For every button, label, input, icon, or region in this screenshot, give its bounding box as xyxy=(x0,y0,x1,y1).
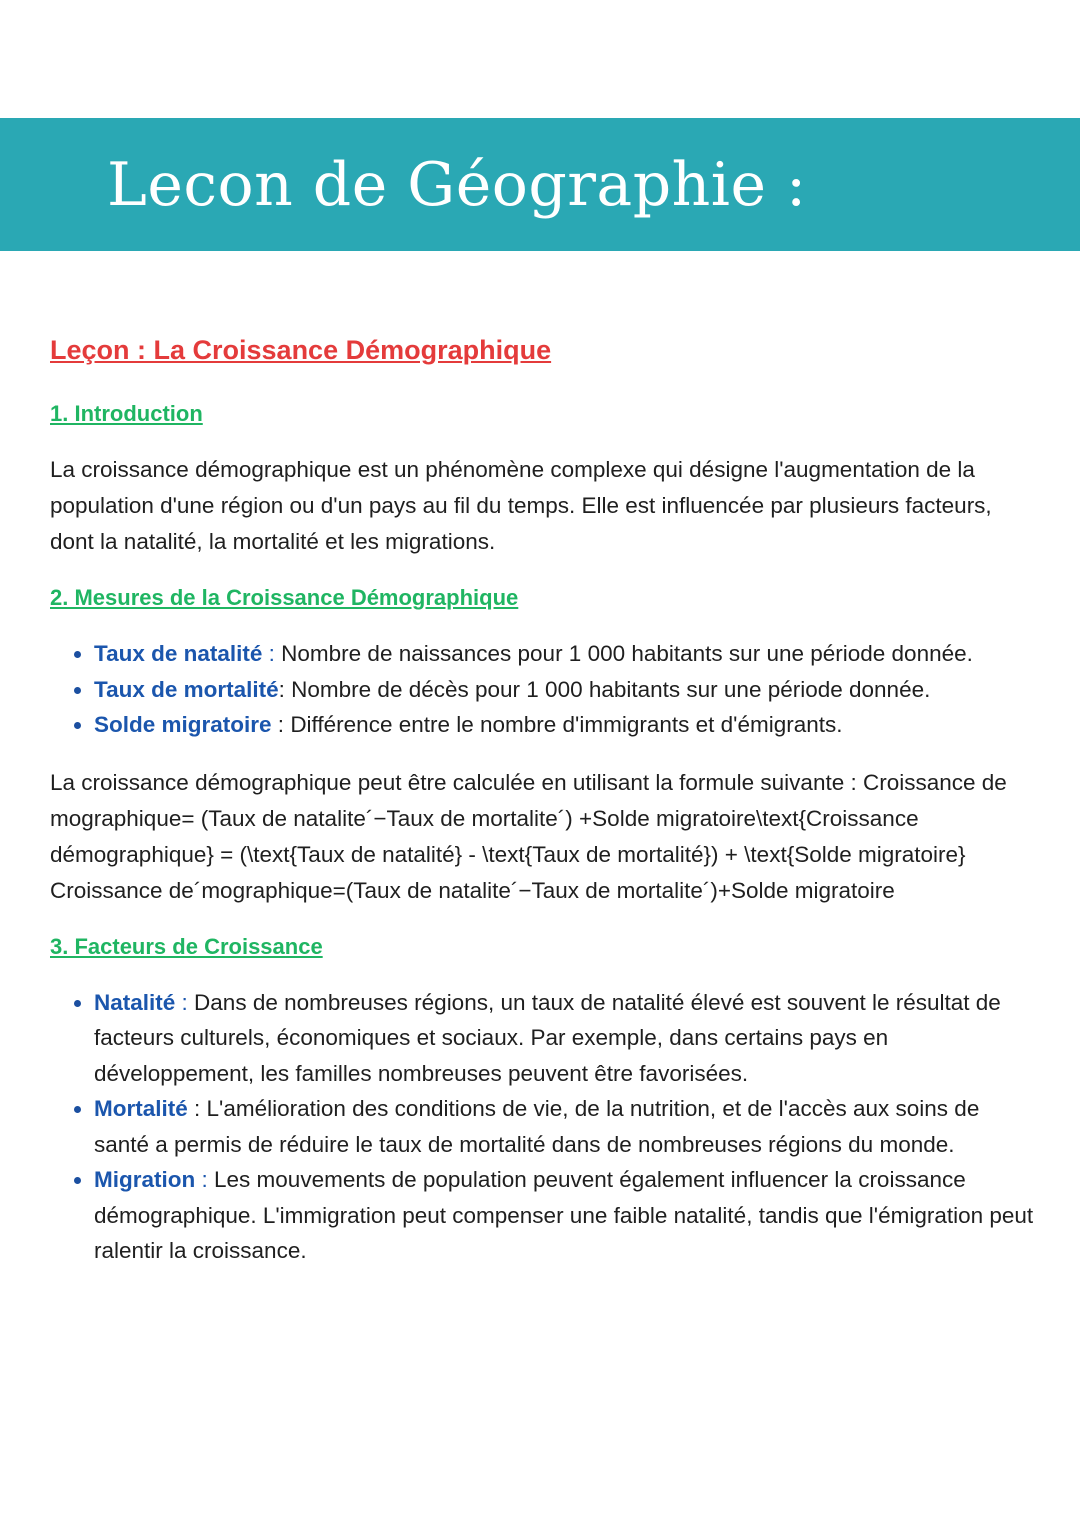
term-label: Taux de natalité xyxy=(94,641,263,666)
term-label: Natalité xyxy=(94,989,176,1015)
definition-text: Nombre de décès pour 1 000 habitants sur une période donnée. xyxy=(291,676,931,702)
mesures-list xyxy=(50,636,1040,743)
list-item xyxy=(94,1091,1040,1162)
term-separator: : xyxy=(271,712,291,737)
facteurs-list xyxy=(50,985,1040,1269)
section-heading-mesures: 2. Mesures de la Croissance Démographique xyxy=(50,585,519,610)
section-heading-facteurs: 3. Facteurs de Croissance xyxy=(50,933,323,959)
formula-paragraph: La croissance démographique peut être calculée en utilisant la formule suivante : Croissance de mographique= (Taux de natalite´−Taux de mortalite´) +Solde migratoire\text{Croissance démographique} = (\text{Taux de natalité} - \text{Taux de mortalité}) + \text{Solde migratoire} Croissance de´mographique=(Taux de natalite´−Taux de mortalite´)+Solde migratoire xyxy=(50,769,1007,903)
term-label: Solde migratoire xyxy=(94,712,272,737)
page-title: Lecon de Géographie : xyxy=(107,150,807,220)
definition-text: Dans de nombreuses régions, un taux de natalité élevé est souvent le résultat de facteurs culturels, économiques et sociaux. Par exemple, dans certains pays en développement, les familles nombreuses peuvent être favorisées. xyxy=(94,989,1001,1086)
term-label: Migration xyxy=(94,1167,196,1192)
definition-text: Différence entre le nombre d'immigrants et d'émigrants. xyxy=(290,712,843,737)
introduction-paragraph: La croissance démographique est un phénomène complexe qui désigne l'augmentation de la population d'une région ou d'un pays au fil du temps. Elle est influencée par plusieurs facteurs, dont la natalité, la mortalité et les migrations. xyxy=(50,457,992,554)
definition-text: Les mouvements de population peuvent également influencer la croissance démographique. L'immigration peut compenser une faible natalité, tandis que l'émigration peut ralentir la croissance. xyxy=(94,1167,1034,1263)
definition-text: L'amélioration des conditions de vie, de la nutrition, et de l'accès aux soins de santé a permis de réduire le taux de mortalité dans de nombreuses régions du monde. xyxy=(94,1096,980,1157)
section-heading-introduction: 1. Introduction xyxy=(50,401,203,426)
list-item xyxy=(94,672,1040,708)
lesson-content xyxy=(50,330,1040,1291)
definition-text: Nombre de naissances pour 1 000 habitants sur une période donnée. xyxy=(281,641,973,666)
term-separator: : xyxy=(175,989,195,1015)
list-item xyxy=(94,707,1040,743)
term-label: Mortalité xyxy=(94,1096,188,1121)
term-separator: : xyxy=(187,1096,207,1121)
term-separator: : xyxy=(278,676,292,702)
lesson-title: Leçon : La Croissance Démographique xyxy=(50,335,552,365)
term-label: Taux de mortalité xyxy=(94,676,279,702)
list-item xyxy=(94,636,1040,672)
term-separator: : xyxy=(262,641,282,666)
term-separator: : xyxy=(195,1167,215,1192)
list-item xyxy=(94,985,1040,1092)
list-item xyxy=(94,1162,1040,1269)
